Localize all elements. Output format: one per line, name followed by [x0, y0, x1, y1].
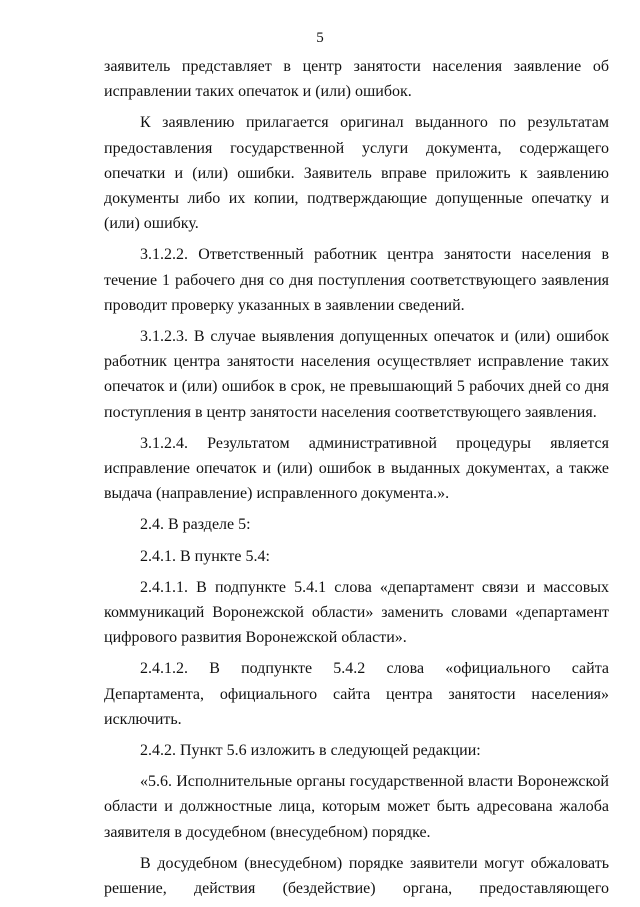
paragraph: 2.4.1. В пункте 5.4: [140, 547, 270, 565]
paragraph: «5.6. Исполнительные органы государственной власти Воронежской области и должностные лица, которым может быть адресована жалоба заявителя в досудебном (внесудебном) порядке. [104, 773, 609, 841]
paragraph: 3.1.2.2. Ответственный работник центра занятости населения в течение 1 рабочего дня со дня поступления соответствующего заявления проводит проверку указанных в заявлении сведений. [104, 246, 609, 314]
page-number: 5 [316, 30, 324, 46]
paragraph: заявитель представляет в центр занятости населения заявление об исправлении таких опечаток и (или) ошибок. [104, 58, 609, 101]
paragraph: 2.4.1.1. В подпункте 5.4.1 слова «департамент связи и массовых коммуникаций Воронежской области» заменить словами «департамент цифрового развития Воронежской области». [104, 578, 609, 647]
document-body [104, 54, 609, 907]
paragraph: 3.1.2.4. Результатом административной процедуры является исправление опечаток и (или) ошибок в выданных документах, а также выдача (направление) исправленного документа.». [104, 434, 609, 503]
paragraph: 2.4. В разделе 5: [140, 516, 251, 534]
paragraph: 2.4.2. Пункт 5.6 изложить в следующей редакции: [140, 742, 481, 760]
paragraph: К заявлению прилагается оригинал выданного по результатам предоставления государственной услуги документа, содержащего опечатки и (или) ошибки. Заявитель вправе приложить к заявлению документы либо их копии, подтверждающие допущенные опечатку и (или) ошибку. [104, 114, 609, 233]
paragraph: 2.4.1.2. В подпункте 5.4.2 слова «официального сайта Департамента, официального сайта центра занятости населения» исключить. [104, 660, 609, 728]
paragraph: 3.1.2.3. В случае выявления допущенных опечаток и (или) ошибок работник центра занятости населения осуществляет исправление таких опечаток и (или) ошибок в срок, не превышающий 5 рабочих дней со дня поступления в центр занятости населения соответствующего заявления. [104, 328, 609, 421]
paragraph: В досудебном (внесудебном) порядке заявители могут обжаловать решение, действия (бездействие) органа, предоставляющего [104, 854, 609, 898]
